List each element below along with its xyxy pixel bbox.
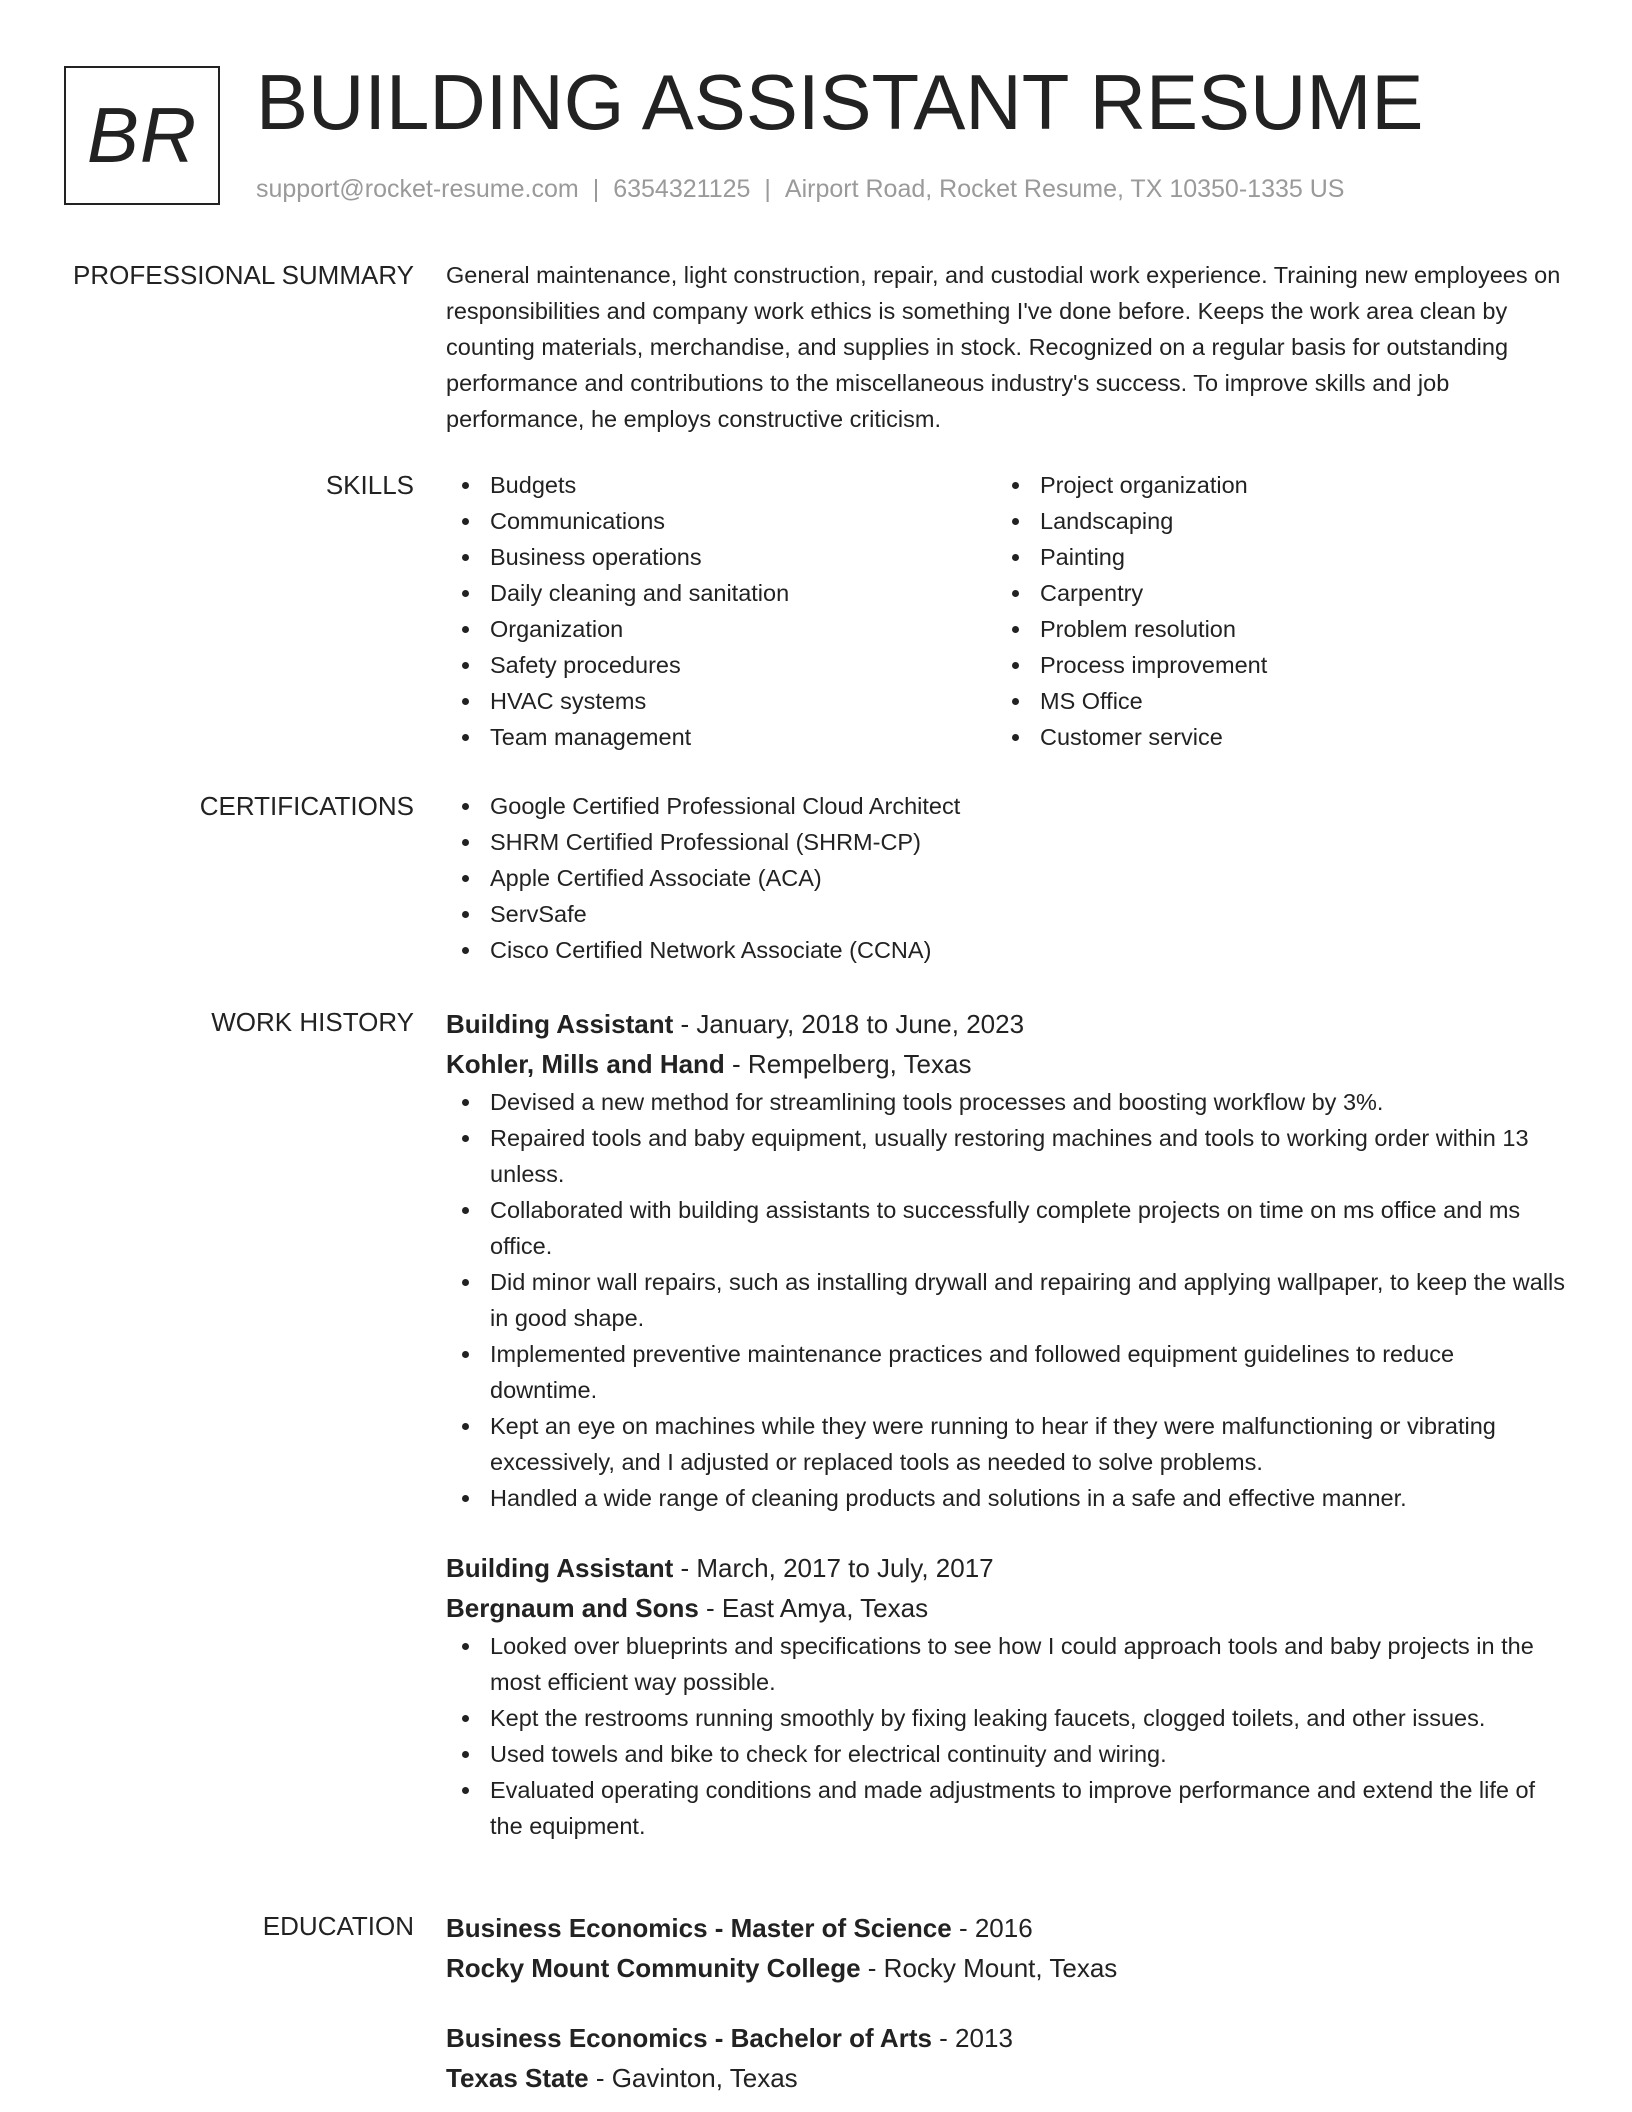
section-label-education: EDUCATION <box>262 1911 414 1941</box>
contact-separator: | <box>764 175 771 203</box>
skill-item: Safety procedures <box>446 647 996 683</box>
job-company: Bergnaum and Sons <box>446 1593 699 1623</box>
skill-item: Budgets <box>446 467 996 503</box>
education-entry <box>446 2018 1566 2098</box>
job-bullet: Looked over blueprints and specifications to see how I could approach tools and baby projects in the most efficient way possible. <box>446 1628 1566 1700</box>
contact-email[interactable]: support@rocket-resume.com <box>256 175 579 203</box>
job-bullet: Collaborated with building assistants to successfully complete projects on time on ms office and ms office. <box>446 1192 1566 1264</box>
skill-item: Customer service <box>996 719 1546 755</box>
skill-item: Landscaping <box>996 503 1546 539</box>
job-bullet: Handled a wide range of cleaning products and solutions in a safe and effective manner. <box>446 1480 1566 1516</box>
education-year: - 2013 <box>931 2023 1013 2053</box>
skill-item: HVAC systems <box>446 683 996 719</box>
education-degree-line <box>446 1908 1566 1948</box>
resume-title: BUILDING ASSISTANT RESUME <box>256 58 1424 146</box>
job-bullet: Kept the restrooms running smoothly by fixing leaking faucets, clogged toilets, and other issues. <box>446 1700 1566 1736</box>
certification-item: SHRM Certified Professional (SHRM-CP) <box>446 824 1566 860</box>
job-company: Kohler, Mills and Hand <box>446 1049 725 1079</box>
education-degree: Business Economics - Bachelor of Arts <box>446 2023 932 2053</box>
education-entry <box>446 1908 1566 1988</box>
job-bullets <box>446 1084 1566 1516</box>
education-location: - Rocky Mount, Texas <box>860 1953 1118 1983</box>
job-bullet: Evaluated operating conditions and made adjustments to improve performance and extend the life of the equipment. <box>446 1772 1566 1844</box>
certification-item: Apple Certified Associate (ACA) <box>446 860 1566 896</box>
certifications-list <box>446 788 1566 968</box>
job-entry <box>446 1004 1566 1516</box>
contact-address: Airport Road, Rocket Resume, TX 10350-1335 US <box>784 175 1345 203</box>
job-bullet: Devised a new method for streamlining tools processes and boosting workflow by 3%. <box>446 1084 1566 1120</box>
education-degree-line <box>446 2018 1566 2058</box>
skill-item: Painting <box>996 539 1546 575</box>
certification-item: ServSafe <box>446 896 1566 932</box>
skill-item: MS Office <box>996 683 1546 719</box>
education-content <box>446 1908 1566 2098</box>
education-school: Rocky Mount Community College <box>446 1953 861 1983</box>
skill-item: Daily cleaning and sanitation <box>446 575 996 611</box>
summary-content <box>446 257 1566 437</box>
section-label-work-history: WORK HISTORY <box>211 1007 414 1037</box>
section-label-skills: SKILLS <box>325 470 414 500</box>
education-degree: Business Economics - Master of Science <box>446 1913 952 1943</box>
skill-item: Business operations <box>446 539 996 575</box>
skills-list-left <box>446 467 996 755</box>
skill-item: Communications <box>446 503 996 539</box>
section-label-certifications: CERTIFICATIONS <box>199 791 414 821</box>
skill-item: Process improvement <box>996 647 1546 683</box>
certification-item: Google Certified Professional Cloud Architect <box>446 788 1566 824</box>
contact-separator: | <box>592 175 600 203</box>
job-bullet: Implemented preventive maintenance practices and followed equipment guidelines to reduce downtime. <box>446 1336 1566 1408</box>
job-company-line <box>446 1588 1566 1628</box>
education-year: - 2016 <box>951 1913 1033 1943</box>
job-bullet: Repaired tools and baby equipment, usually restoring machines and tools to working order within 13 unless. <box>446 1120 1566 1192</box>
education-school-line <box>446 2058 1566 2098</box>
contact-phone[interactable]: 6354321125 <box>613 175 751 203</box>
certification-item: Cisco Certified Network Associate (CCNA) <box>446 932 1566 968</box>
job-dates: - March, 2017 to July, 2017 <box>673 1553 994 1583</box>
job-bullet: Used towels and bike to check for electrical continuity and wiring. <box>446 1736 1566 1772</box>
job-dates: - January, 2018 to June, 2023 <box>673 1009 1025 1039</box>
job-bullet: Kept an eye on machines while they were running to hear if they were malfunctioning or vibrating excessively, and I adjusted or replaced tools as needed to solve problems. <box>446 1408 1566 1480</box>
job-bullet: Did minor wall repairs, such as installing drywall and repairing and applying wallpaper, to keep the walls in good shape. <box>446 1264 1566 1336</box>
job-entry <box>446 1548 1566 1844</box>
skills-content <box>446 467 1566 755</box>
job-bullets <box>446 1628 1566 1844</box>
job-title: Building Assistant <box>446 1553 674 1583</box>
job-title-line <box>446 1004 1566 1044</box>
job-location: - Rempelberg, Texas <box>724 1049 972 1079</box>
skills-list-right <box>996 467 1546 755</box>
job-location: - East Amya, Texas <box>698 1593 929 1623</box>
education-school: Texas State <box>446 2063 589 2093</box>
education-location: - Gavinton, Texas <box>588 2063 798 2093</box>
skill-item: Team management <box>446 719 996 755</box>
summary-text: General maintenance, light construction, repair, and custodial work experience. Training new employees on responsibilities and company work ethics is something I've done before. Keeps the work area clean by counting materials, merchandise, and supplies in stock. Recognized on a regular basis for outstanding performance and contributions to the miscellaneous industry's success. To improve skills and job performance, he employs constructive criticism. <box>446 262 1561 432</box>
section-label-summary: PROFESSIONAL SUMMARY <box>73 260 414 290</box>
job-title: Building Assistant <box>446 1009 674 1039</box>
skill-item: Project organization <box>996 467 1546 503</box>
education-school-line <box>446 1948 1566 1988</box>
skill-item: Carpentry <box>996 575 1546 611</box>
work-history-content <box>446 1004 1566 1844</box>
job-title-line <box>446 1548 1566 1588</box>
certifications-content <box>446 788 1566 968</box>
monogram-logo: BR <box>64 66 220 205</box>
skill-item: Problem resolution <box>996 611 1546 647</box>
job-company-line <box>446 1044 1566 1084</box>
contact-line <box>256 174 1344 204</box>
skill-item: Organization <box>446 611 996 647</box>
